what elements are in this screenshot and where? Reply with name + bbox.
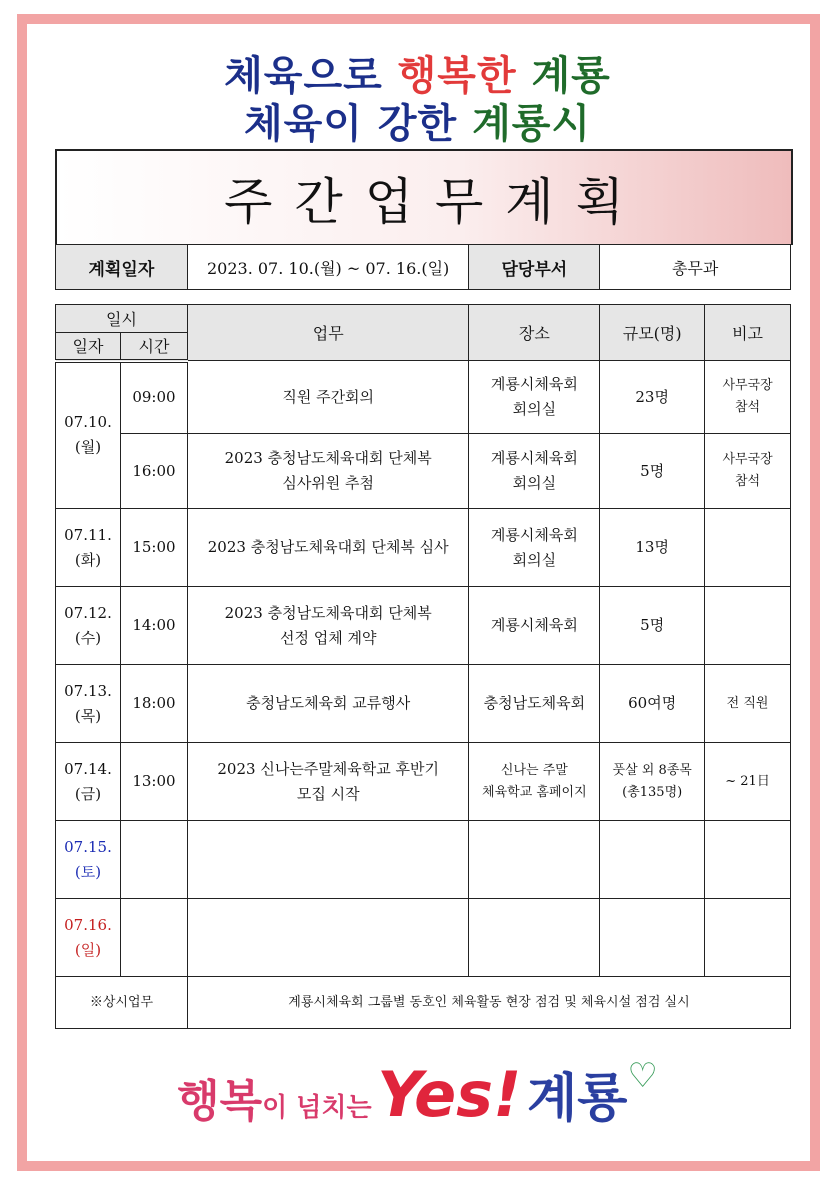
table-row [56, 899, 791, 977]
row-date-saturday: 07.15. (토) [56, 821, 121, 899]
row-place: 계룡시체육회 회의실 [469, 361, 600, 434]
row-place [469, 821, 600, 899]
row-task: 충청남도체육회 교류행사 [187, 665, 469, 743]
row-task: 2023 충청남도체육대회 단체복 선정 업체 계약 [187, 587, 469, 665]
row-place: 계룡시체육회 회의실 [469, 509, 600, 587]
header-date: 일자 [56, 333, 121, 361]
row-note [705, 899, 791, 977]
document-title: 주간업무계획 [224, 173, 646, 231]
row-note: 사무국장 참석 [705, 434, 791, 509]
row-scale: 13명 [600, 509, 705, 587]
row-time: 16:00 [120, 434, 187, 509]
row-scale [600, 899, 705, 977]
table-row [56, 821, 791, 899]
row-scale: 5명 [600, 434, 705, 509]
row-note [705, 821, 791, 899]
plan-date-label: 계획일자 [56, 245, 188, 290]
slogan-2-part-2: 계룡시 [472, 101, 591, 147]
row-time: 14:00 [120, 587, 187, 665]
table-row [56, 434, 791, 509]
footer-logo [0, 1056, 835, 1131]
row-task: 2023 신나는주말체육학교 후반기 모집 시작 [187, 743, 469, 821]
slogan-1-part-3: 계룡 [531, 53, 611, 99]
row-scale: 풋살 외 8종목 (총135명) [600, 743, 705, 821]
row-note: 사무국장 참석 [705, 361, 791, 434]
header-note: 비고 [705, 305, 791, 361]
row-note: 전 직원 [705, 665, 791, 743]
row-note: ~ 21日 [705, 743, 791, 821]
row-scale: 23명 [600, 361, 705, 434]
row-task: 직원 주간회의 [187, 361, 469, 434]
header-scale: 규모(명) [600, 305, 705, 361]
row-task: 2023 충청남도체육대회 단체복 심사 [187, 509, 469, 587]
row-time [120, 821, 187, 899]
row-scale: 5명 [600, 587, 705, 665]
footer-logo-part-4: 계룡 [526, 1069, 628, 1129]
row-time: 09:00 [120, 361, 187, 434]
row-place: 신나는 주말 체육학교 홈페이지 [469, 743, 600, 821]
row-place: 계룡시체육회 [469, 587, 600, 665]
row-time [120, 899, 187, 977]
header-time: 시간 [120, 333, 187, 361]
table-row [56, 587, 791, 665]
plan-date-value: 2023. 07. 10.(월) ~ 07. 16.(일) [187, 245, 469, 290]
row-time: 13:00 [120, 743, 187, 821]
table-row [56, 361, 791, 434]
row-task: 2023 충청남도체육대회 단체복 심사위원 추첨 [187, 434, 469, 509]
slogan-2-part-1: 체육이 강한 [244, 101, 473, 147]
row-scale: 60여명 [600, 665, 705, 743]
row-date: 07.14. (금) [56, 743, 121, 821]
row-note [705, 509, 791, 587]
slogan-1-part-2: 행복한 [397, 53, 532, 99]
row-place: 충청남도체육회 [469, 665, 600, 743]
regular-task-row [56, 977, 791, 1029]
heart-icon: ♡ [627, 1056, 658, 1096]
row-task [187, 899, 469, 977]
row-task [187, 821, 469, 899]
slogan-line-2 [0, 92, 835, 149]
dept-value: 총무과 [600, 245, 791, 290]
row-note [705, 587, 791, 665]
info-table [55, 244, 791, 290]
schedule-table [55, 304, 791, 1029]
table-row [56, 509, 791, 587]
header-place: 장소 [469, 305, 600, 361]
document-title-box [55, 149, 793, 245]
regular-task-value: 계룡시체육회 그룹별 동호인 체육활동 현장 점검 및 체육시설 점검 실시 [187, 977, 790, 1029]
table-row [56, 743, 791, 821]
row-date: 07.11. (화) [56, 509, 121, 587]
footer-logo-part-1: 행복 [177, 1076, 263, 1127]
header-datetime: 일시 [56, 305, 188, 333]
header-task: 업무 [187, 305, 469, 361]
row-time: 18:00 [120, 665, 187, 743]
row-date-sunday: 07.16. (일) [56, 899, 121, 977]
row-place [469, 899, 600, 977]
row-date: 07.13. (목) [56, 665, 121, 743]
row-scale [600, 821, 705, 899]
dept-label: 담당부서 [469, 245, 600, 290]
slogan-1-part-1: 체육으로 [224, 53, 398, 99]
table-row [56, 665, 791, 743]
row-date: 07.10. (월) [56, 361, 121, 509]
footer-logo-part-2: 이 넘치는 [262, 1093, 372, 1123]
row-time: 15:00 [120, 509, 187, 587]
footer-logo-part-3: Yes! [377, 1058, 522, 1131]
row-place: 계룡시체육회 회의실 [469, 434, 600, 509]
row-date: 07.12. (수) [56, 587, 121, 665]
regular-task-label: ※상시업무 [56, 977, 188, 1029]
